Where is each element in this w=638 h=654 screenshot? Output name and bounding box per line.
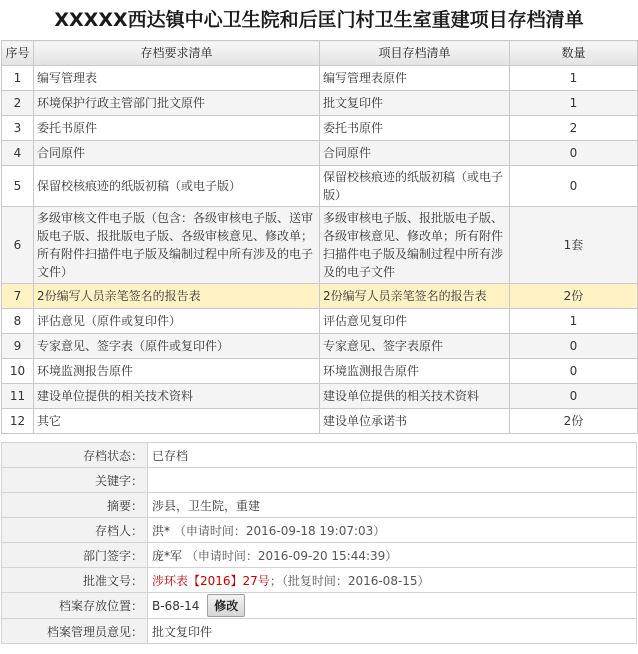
row-item: 2份编写人员亲笔签名的报告表 [320, 284, 510, 309]
row-no: 12 [2, 409, 34, 434]
row-item: 评估意见复印件 [320, 309, 510, 334]
dept-time: （申请时间：2016-09-20 15:44:39） [185, 548, 398, 563]
info-row-archiver [2, 518, 637, 543]
col-header-no: 序号 [2, 41, 34, 66]
row-item: 多级审核电子版、报批版电子版、各级审核意见、修改单；所有附件扫描件电子版及编制过程中所有涉及的电子文件 [320, 207, 510, 284]
dept-name: 庞*军 [152, 548, 183, 563]
row-no: 9 [2, 334, 34, 359]
row-requirement: 委托书原件 [34, 116, 320, 141]
info-row-location [2, 593, 637, 619]
archiver-label: 存档人： [2, 518, 148, 543]
row-requirement: 评估意见（原件或复印件） [34, 309, 320, 334]
row-quantity: 1 [510, 309, 638, 334]
location-value: B-68-14 [152, 599, 200, 613]
col-header-quantity: 数量 [510, 41, 638, 66]
row-requirement: 多级审核文件电子版（包含：各级审核电子版、送审版电子版、报批版电子版、各级审核意见、修改单；所有附件扫描件电子版及编制过程中所有涉及的电子文件） [34, 207, 320, 284]
row-quantity: 0 [510, 384, 638, 409]
row-no: 10 [2, 359, 34, 384]
table-row [2, 309, 638, 334]
row-quantity: 2 [510, 116, 638, 141]
status-value: 已存档 [148, 443, 637, 468]
row-item: 合同原件 [320, 141, 510, 166]
row-requirement: 2份编写人员亲笔签名的报告表 [34, 284, 320, 309]
row-no: 5 [2, 166, 34, 207]
page-title: XXXXX西达镇中心卫生院和后匡门村卫生室重建项目存档清单 [54, 9, 584, 31]
info-row-admin [2, 619, 637, 644]
row-quantity: 1 [510, 91, 638, 116]
archive-info-table [1, 442, 637, 644]
admin-label: 档案管理员意见： [2, 619, 148, 644]
row-requirement: 保留校核痕迹的纸版初稿（或电子版） [34, 166, 320, 207]
table-row [2, 207, 638, 284]
table-row [2, 66, 638, 91]
row-no: 11 [2, 384, 34, 409]
status-label: 存档状态： [2, 443, 148, 468]
row-quantity: 0 [510, 359, 638, 384]
row-item: 环境监测报告原件 [320, 359, 510, 384]
row-requirement: 合同原件 [34, 141, 320, 166]
row-quantity: 1套 [510, 207, 638, 284]
table-row [2, 359, 638, 384]
info-row-keywords [2, 468, 637, 493]
row-item: 建设单位承诺书 [320, 409, 510, 434]
row-quantity: 0 [510, 141, 638, 166]
row-item: 委托书原件 [320, 116, 510, 141]
row-requirement: 专家意见、签字表（原件或复印件） [34, 334, 320, 359]
approval-time: ；（批复时间：2016-08-15） [269, 573, 430, 588]
modify-button[interactable]: 修改 [207, 594, 245, 617]
row-no: 3 [2, 116, 34, 141]
row-item: 保留校核痕迹的纸版初稿（或电子版） [320, 166, 510, 207]
row-requirement: 其它 [34, 409, 320, 434]
row-requirement: 编写管理表 [34, 66, 320, 91]
col-header-item: 项目存档清单 [320, 41, 510, 66]
row-item: 批文复印件 [320, 91, 510, 116]
row-quantity: 2份 [510, 409, 638, 434]
row-no: 8 [2, 309, 34, 334]
row-item: 编写管理表原件 [320, 66, 510, 91]
info-row-dept [2, 543, 637, 568]
row-requirement: 环境监测报告原件 [34, 359, 320, 384]
info-row-summary [2, 493, 637, 518]
table-row [2, 384, 638, 409]
info-row-status [2, 443, 637, 468]
row-no: 2 [2, 91, 34, 116]
table-row [2, 91, 638, 116]
archive-list-table [1, 40, 638, 434]
location-label: 档案存放位置： [2, 593, 148, 619]
row-no: 6 [2, 207, 34, 284]
table-header-row [2, 41, 638, 66]
summary-value: 涉县，卫生院，重建 [148, 493, 637, 518]
row-no: 7 [2, 284, 34, 309]
table-row [2, 334, 638, 359]
col-header-requirement: 存档要求清单 [34, 41, 320, 66]
table-row-highlighted [2, 284, 638, 309]
keywords-value [148, 468, 637, 493]
info-row-approval [2, 568, 637, 593]
table-row [2, 116, 638, 141]
row-quantity: 0 [510, 334, 638, 359]
archiver-name: 洪* [152, 523, 171, 538]
table-row [2, 166, 638, 207]
row-no: 4 [2, 141, 34, 166]
keywords-label: 关键字： [2, 468, 148, 493]
row-requirement: 环境保护行政主管部门批文原件 [34, 91, 320, 116]
summary-label: 摘要： [2, 493, 148, 518]
admin-value: 批文复印件 [148, 619, 637, 644]
table-row [2, 409, 638, 434]
table-row [2, 141, 638, 166]
row-requirement: 建设单位提供的相关技术资料 [34, 384, 320, 409]
row-quantity: 0 [510, 166, 638, 207]
approval-label: 批准文号： [2, 568, 148, 593]
row-quantity: 2份 [510, 284, 638, 309]
archiver-time: （申请时间：2016-09-18 19:07:03） [173, 523, 386, 538]
approval-number: 涉环表【2016】27号 [152, 573, 270, 588]
row-item: 专家意见、签字表原件 [320, 334, 510, 359]
row-no: 1 [2, 66, 34, 91]
row-item: 建设单位提供的相关技术资料 [320, 384, 510, 409]
dept-label: 部门签字： [2, 543, 148, 568]
row-quantity: 1 [510, 66, 638, 91]
